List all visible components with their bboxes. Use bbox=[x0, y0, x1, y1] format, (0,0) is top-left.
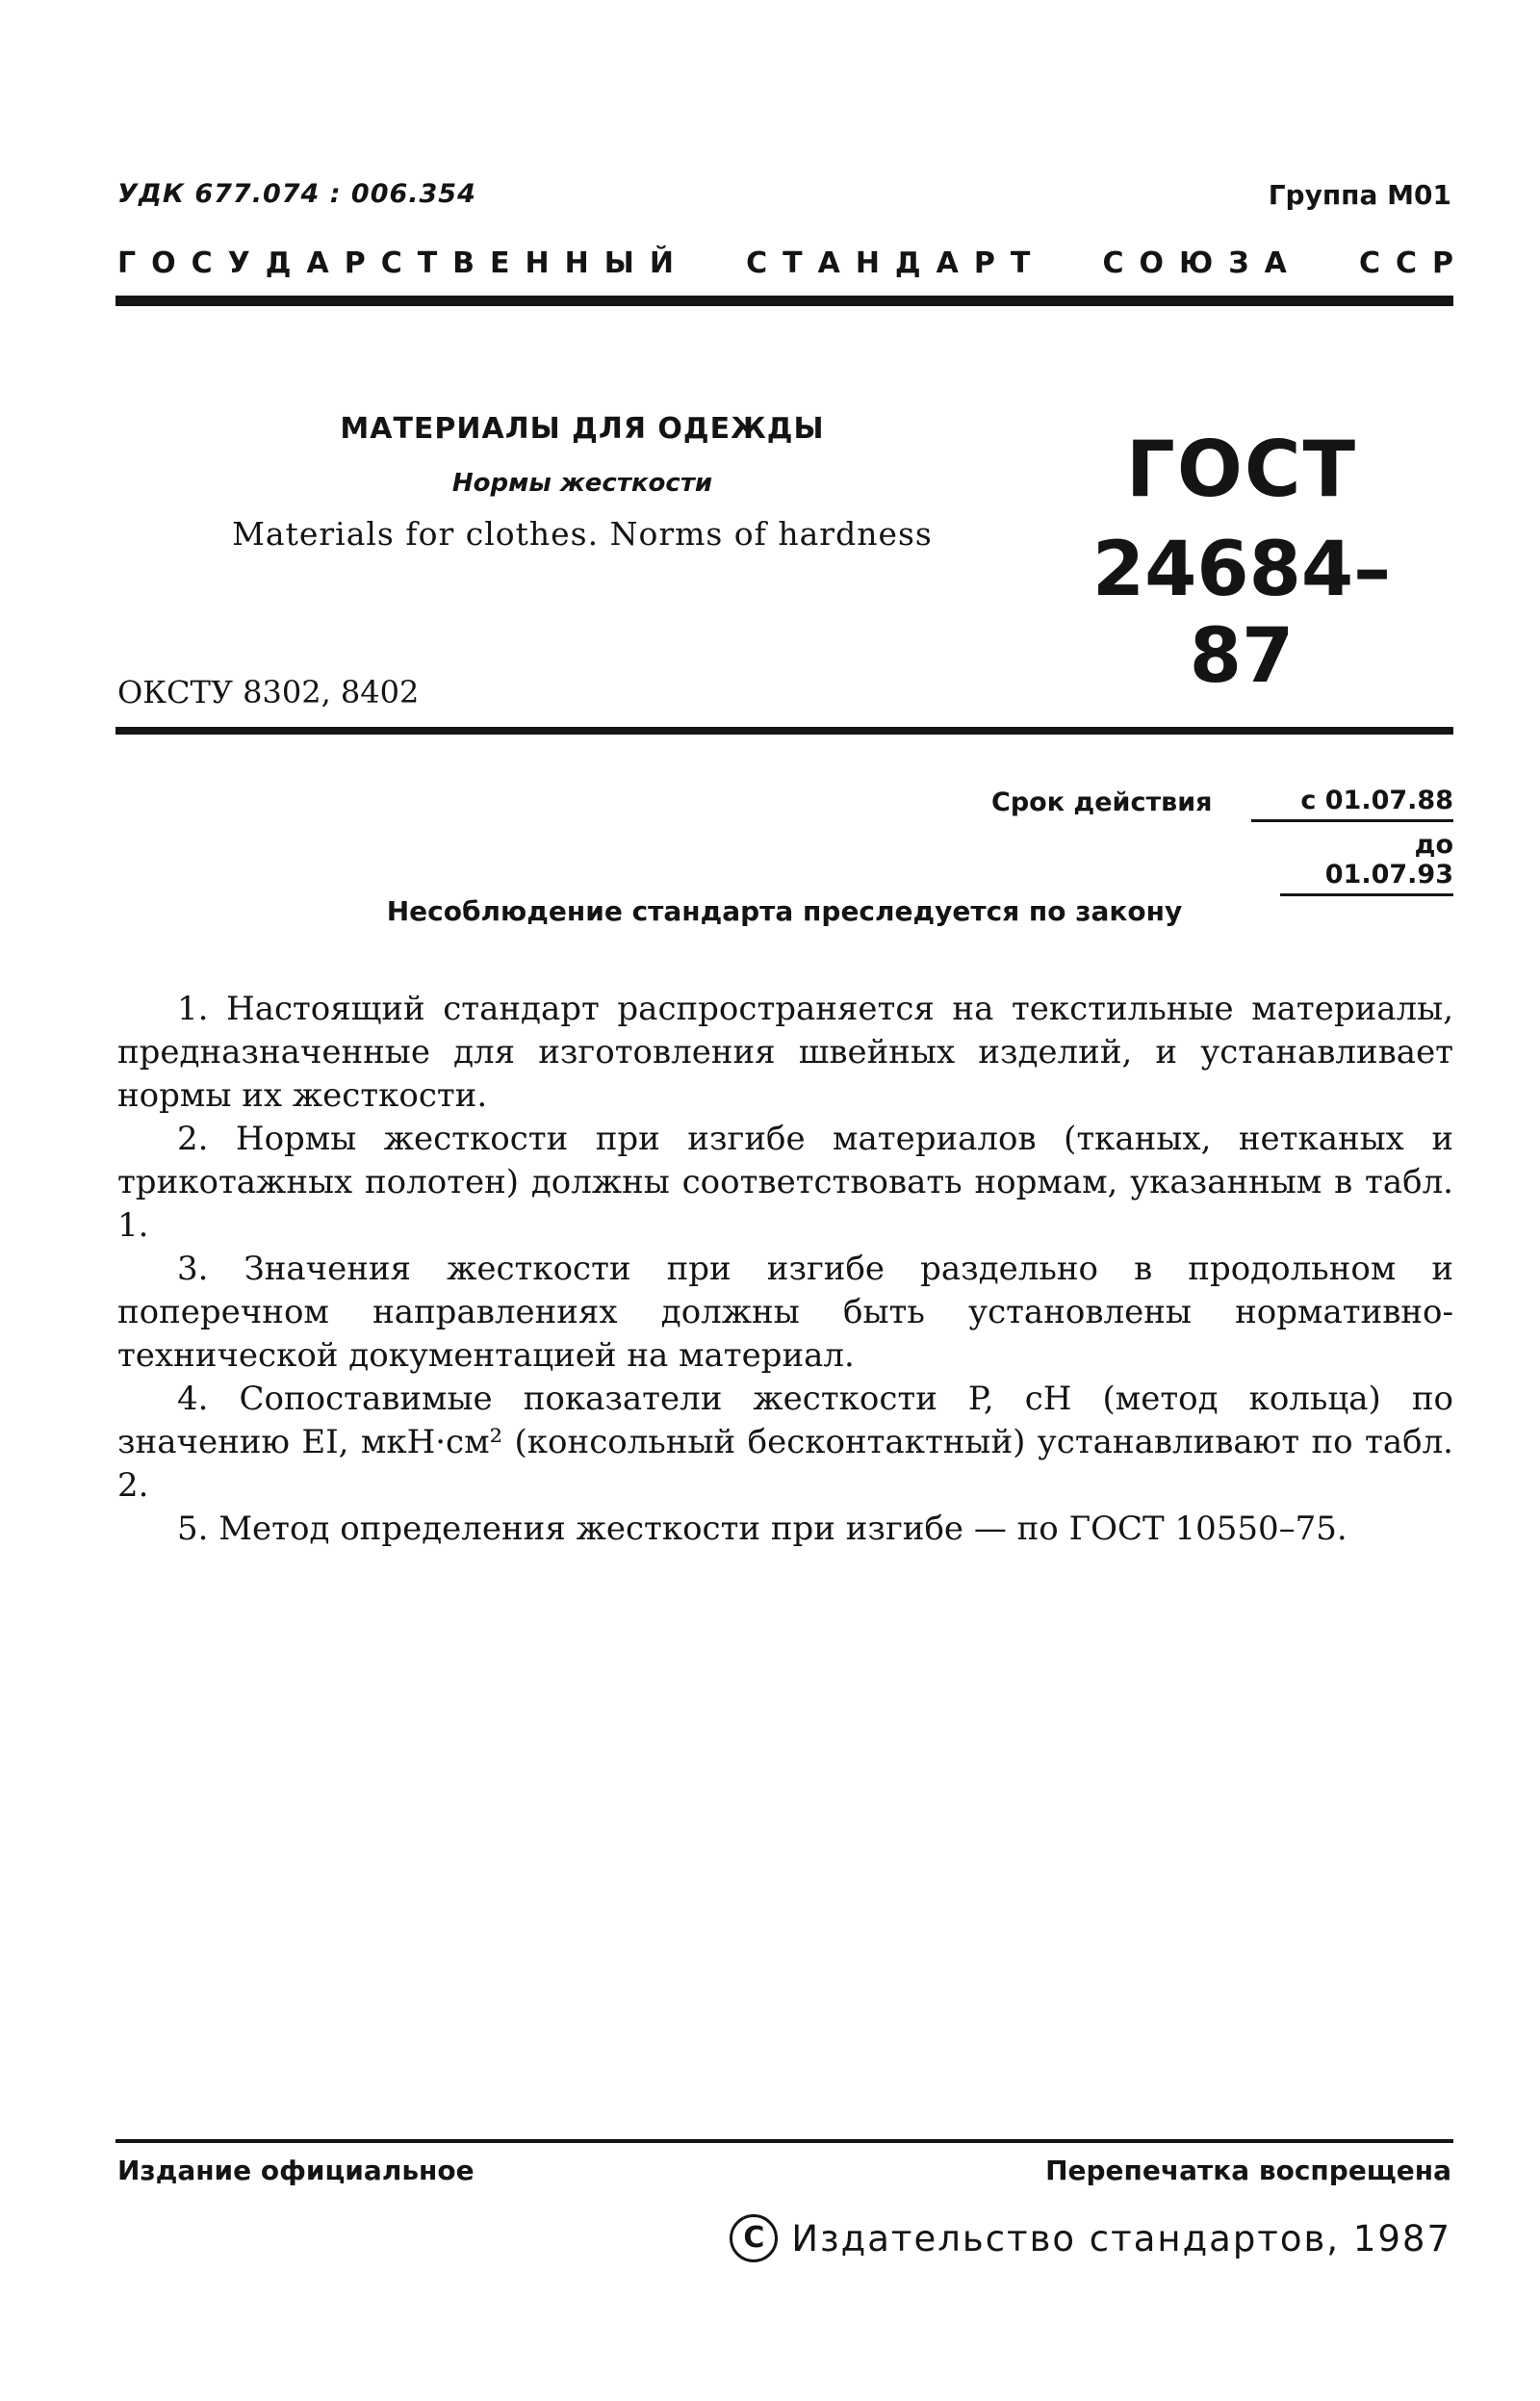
title-en: Materials for clothes. Norms of hardness bbox=[232, 515, 933, 553]
udk-code: УДК 677.074 : 006.354 bbox=[117, 179, 476, 209]
validity-label: Срок действия bbox=[991, 787, 1213, 817]
footer-divider bbox=[116, 2139, 1453, 2143]
gost-designation bbox=[1059, 426, 1424, 700]
paragraph-3: 3. Значения жесткости при изгибе раздельно в продольном и поперечном направлениях должны быть установлены нормативно-технической документацией на материал. bbox=[117, 1250, 1453, 1375]
validity-to: до 01.07.93 bbox=[1280, 830, 1453, 896]
header-divider bbox=[116, 296, 1453, 306]
paragraph-4: 4. Сопоставимые показатели жесткости P, сН (метод кольца) по значению EI, мкН·см² (консольный бесконтактный) устанавливают по табл. 2. bbox=[117, 1380, 1453, 1505]
paragraph-5: 5. Метод определения жесткости при изгибе — по ГОСТ 10550–75. bbox=[177, 1510, 1348, 1548]
standard-body bbox=[117, 988, 1453, 1551]
group-code: Группа М01 bbox=[1268, 179, 1451, 211]
title-divider bbox=[116, 727, 1453, 735]
state-standard-word-1: ГОСУДАРСТВЕННЫЙ bbox=[117, 246, 689, 280]
state-standard-word-3: СОЮЗА bbox=[1102, 246, 1302, 280]
official-edition-label: Издание официальное bbox=[117, 2155, 475, 2186]
okstu-code: ОКСТУ 8302, 8402 bbox=[117, 674, 420, 710]
state-standard-word-4: ССР bbox=[1358, 246, 1469, 280]
subtitle-ru: Нормы жесткости bbox=[451, 469, 713, 498]
paragraph-1: 1. Настоящий стандарт распространяется на текстильные материалы, предназначенные для изготовления швейных изделий, и устанавливает нормы их жесткости. bbox=[117, 990, 1453, 1115]
copyright-line bbox=[730, 2214, 1451, 2262]
state-standard-heading bbox=[117, 246, 1469, 280]
gost-label: ГОСТ bbox=[1125, 425, 1358, 514]
title-ru: МАТЕРИАЛЫ ДЛЯ ОДЕЖДЫ bbox=[340, 412, 825, 446]
copyright-icon: C bbox=[730, 2214, 778, 2262]
state-standard-word-2: СТАНДАРТ bbox=[746, 246, 1046, 280]
reprint-prohibited-label: Перепечатка воспрещена bbox=[1045, 2155, 1451, 2186]
validity-from: с 01.07.88 bbox=[1251, 786, 1453, 822]
validity-dates bbox=[1251, 786, 1453, 904]
publisher: Издательство стандартов, 1987 bbox=[791, 2217, 1451, 2259]
paragraph-2: 2. Нормы жесткости при изгибе материалов (тканых, нетканых и трикотажных полотен) должны соответствовать нормам, указанным в табл. 1. bbox=[117, 1120, 1453, 1245]
gost-number: 24684–87 bbox=[1091, 527, 1392, 700]
legal-notice: Несоблюдение стандарта преследуется по закону bbox=[386, 895, 1183, 927]
title-block bbox=[183, 412, 982, 553]
